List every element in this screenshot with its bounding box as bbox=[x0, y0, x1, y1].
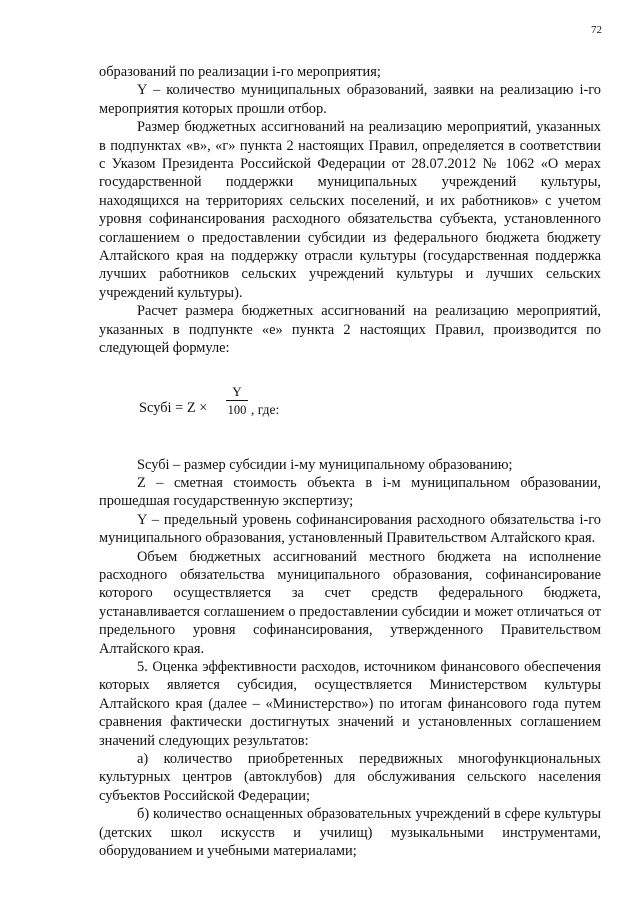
formula-fraction bbox=[226, 384, 248, 418]
paragraph-continuation: образований по реализации i-го мероприятия; bbox=[99, 64, 381, 80]
formula-numerator: Y bbox=[232, 383, 242, 399]
paragraph-budget-size: Размер бюджетных ассигнований на реализацию мероприятий, указанных в подпунктах «в», «г» пункта 2 настоящих Правил, определяется в соответствии с Указом Президента Российской Федерации от 28.07.2012 № 1062 «О мерах государственной поддержки муниципальных учреждений культуры, находящихся на территориях сельских поселений, и их работников» с учетом уровня софинансирования расходного обязательства субъекта, установленного соглашением о предоставлении субсидии из федерального бюджета бюджету Алтайского края на поддержку отрасли культуры (государственная поддержка лучших работников сельских учреждений культуры и лучших сельских учреждений культуры). bbox=[99, 119, 601, 301]
paragraph-item-b: б) количество оснащенных образовательных учреждений в сфере культуры (детских школ искусств и училищ) музыкальными инструментами, оборудованием и учебными материалами; bbox=[99, 806, 601, 860]
paragraph-y-definition: Y – количество муниципальных образований, заявки на реализацию i-го мероприятия которых прошли отбор. bbox=[99, 82, 601, 117]
subsidy-formula bbox=[99, 360, 601, 438]
paragraph-z-definition: Z – сметная стоимость объекта в i-м муниципальном образовании, прошедшая государственную экспертизу; bbox=[99, 474, 601, 510]
page-number: 72 bbox=[591, 24, 602, 36]
paragraph-section-5: 5. Оценка эффективности расходов, источником финансового обеспечения которых является субсидия, осуществляется Министерством культуры Алтайского края (далее – «Министерство») по итогам финансового года путем сравнения фактически достигнутых значений и установленных соглашением значений следующих результатов: bbox=[99, 658, 601, 749]
paragraph-item-a: а) количество приобретенных передвижных многофункциональных культурных центров (автоклубов) для обслуживания сельского населения субъектов Российской Федерации; bbox=[99, 751, 601, 804]
paragraph-s-definition: Sсубi – размер субсидии i-му муниципальному образованию; bbox=[137, 456, 513, 473]
spacer bbox=[99, 438, 601, 456]
formula-tail: , где: bbox=[251, 401, 280, 417]
paragraph-local-budget: Объем бюджетных ассигнований местного бюджета на исполнение расходного обязательства муниципального образования, софинансирование которого осуществляется за счет средств федерального бюджета, устанавливается соглашением о предоставлении субсидии и может отличаться от предельного уровня софинансирования, утвержденного Правительством Алтайского края. bbox=[99, 548, 601, 657]
paragraph-calculation-intro: Расчет размера бюджетных ассигнований на реализацию мероприятий, указанных в подпункте «е» пункта 2 настоящих Правил, производится по следующей формуле: bbox=[99, 303, 601, 357]
formula-denominator: 100 bbox=[227, 402, 247, 417]
formula-lhs: Sсубi = Z × bbox=[139, 399, 208, 416]
fraction-bar bbox=[226, 400, 248, 401]
document-body bbox=[99, 63, 601, 860]
paragraph-y-limit-definition: Y – предельный уровень софинансирования расходного обязательства i-го муниципального образования, установленный Правительством Алтайского края. bbox=[99, 511, 601, 547]
